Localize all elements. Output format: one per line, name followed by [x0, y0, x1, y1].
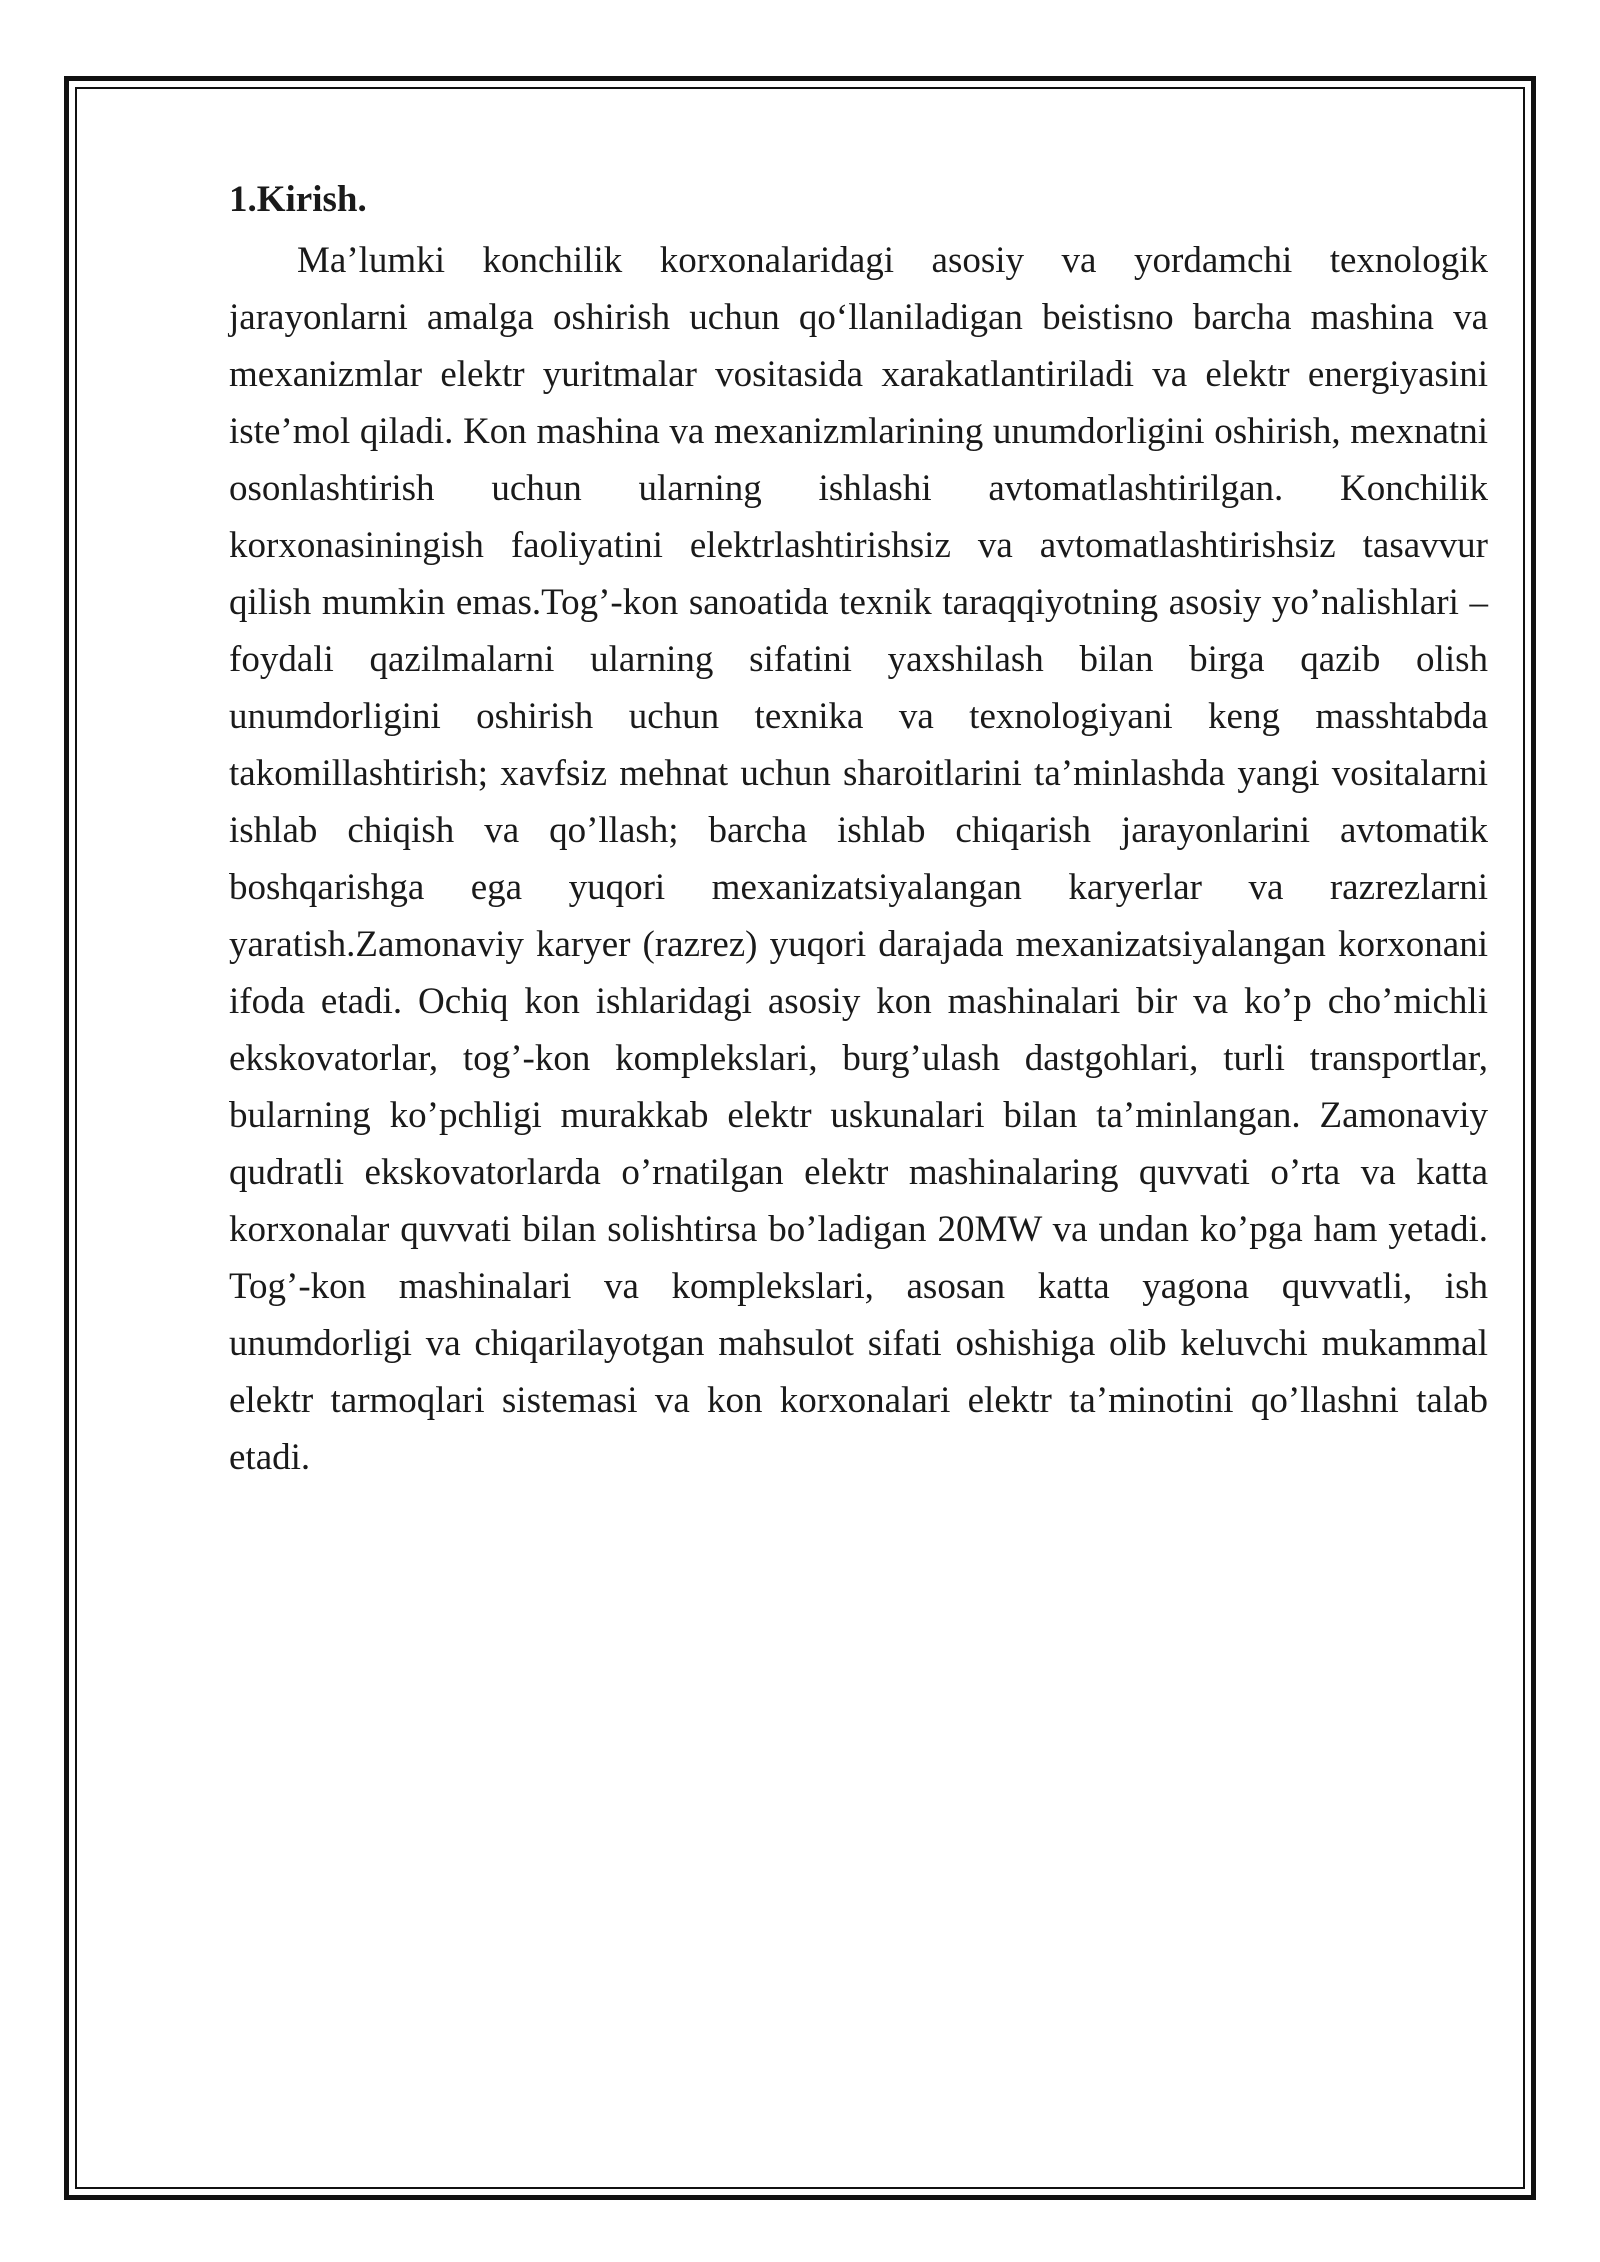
body-paragraph: Ma’lumki konchilik korxonalaridagi asosiy va yordamchi texnologik jarayonlarni amalga oshirish uchun qo‘llaniladigan beistisno barcha mashina va mexanizmlar elektr yuritmalar vositasida xarakatlantiriladi va elektr energiyasini iste’mol qiladi. Kon mashina va mexanizmlarining unumdorligini oshirish, mexnatni osonlashtirish uchun ularning ishlashi avtomatlashtirilgan. Konchilik korxonasiningish faoliyatini elektrlashtirishsiz va avtomatlashtirishsiz tasavvur qilish mumkin emas.Tog’-kon sanoatida texnik taraqqiyotning asosiy yo’nalishlari – foydali qazilmalarni ularning sifatini yaxshilash bilan birga qazib olish unumdorligini oshirish uchun texnika va texnologiyani keng masshtabda takomillashtirish; xavfsiz mehnat uchun sharoitlarini ta’minlashda yangi vositalarni ishlab chiqish va qo’llash; barcha ishlab chiqarish jarayonlarini avtomatik boshqarishga ega yuqori mexanizatsiyalangan karyerlar va razrezlarni yaratish.Zamonaviy karyer (razrez) yuqori darajada mexanizatsiyalangan korxonani ifoda etadi. Ochiq kon ishlaridagi asosiy kon mashinalari bir va ko’p cho’michli ekskovatorlar, tog’-kon komplekslari, burg’ulash dastgohlari, turli transportlar, bularning ko’pchligi murakkab elektr uskunalari bilan ta’minlangan. Zamonaviy qudratli ekskovatorlarda o’rnatilgan elektr mashinalaring quvvati o’rta va katta korxonalar quvvati bilan solishtirsa bo’ladigan 20MW va undan ko’pga ham yetadi. Tog’-kon mashinalari va komplekslari, asosan katta yagona quvvatli, ish unumdorligi va chiqarilayotgan mahsulot sifati oshishiga olib keluvchi mukammal elektr tarmoqlari sistemasi va kon korxonalari elektr ta’minotini qo’llashni talab etadi. — [229, 240, 1488, 1478]
page-content — [229, 171, 1488, 1486]
section-title: 1.Kirish. — [229, 179, 367, 220]
